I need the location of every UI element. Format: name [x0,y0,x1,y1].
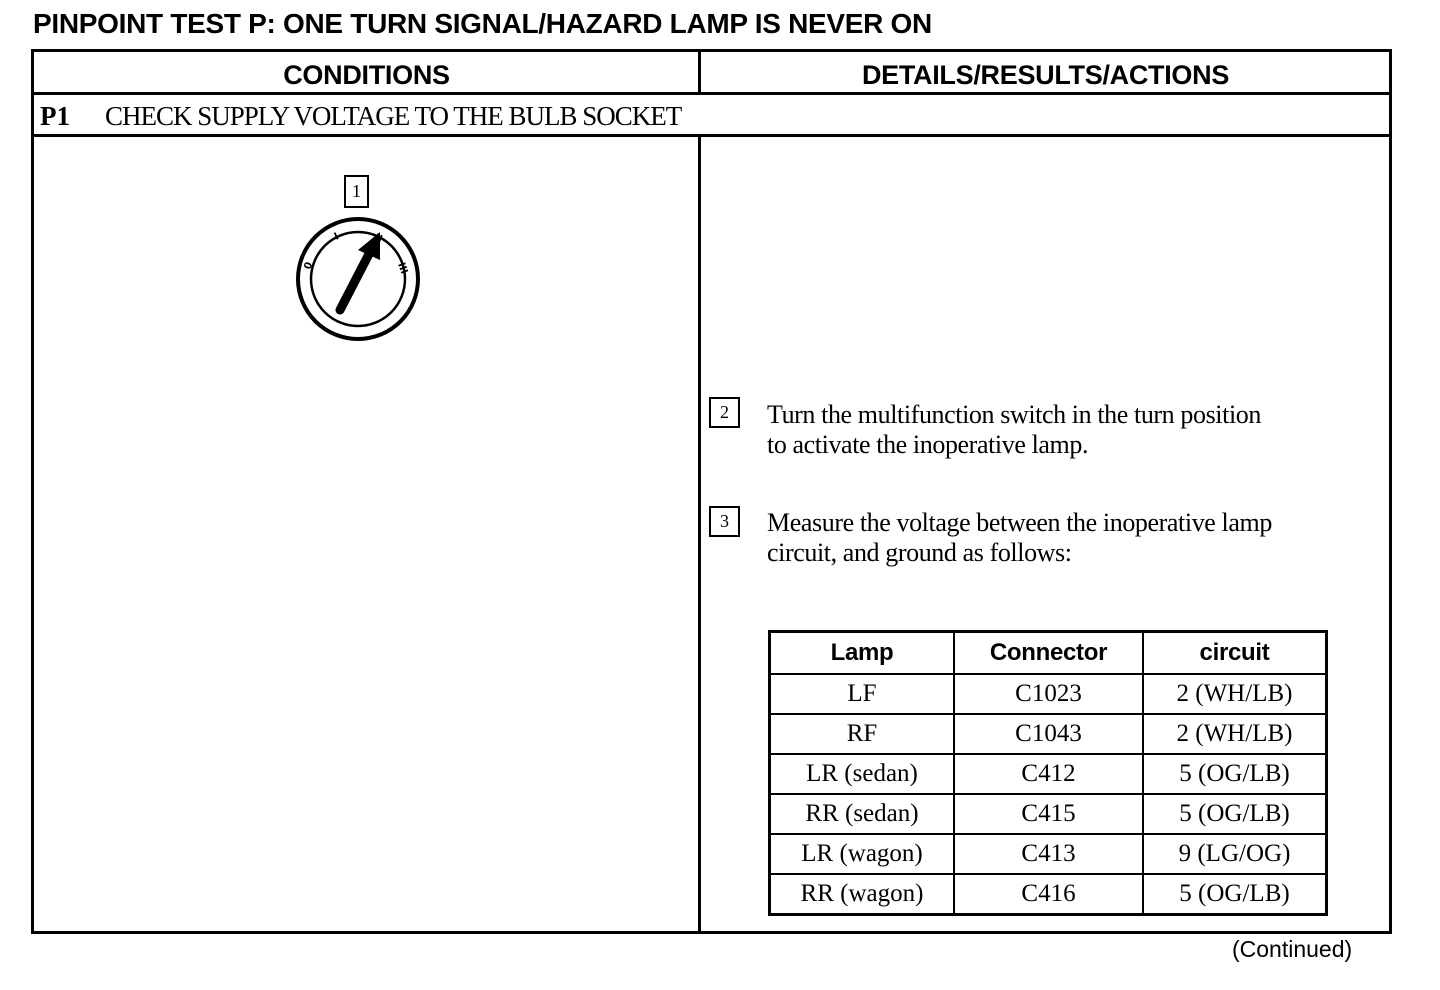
cell-circuit: 5 (OG/LB) [1143,794,1327,834]
instruction-line: Turn the multifunction switch in the turn position [767,400,1261,429]
step-row [34,95,1389,137]
page-title: PINPOINT TEST P: ONE TURN SIGNAL/HAZARD LAMP IS NEVER ON [33,8,932,39]
cell-connector: C416 [954,874,1143,915]
column-divider [698,52,701,95]
callout-1: 1 [344,175,369,208]
cell-connector: C1043 [954,714,1143,754]
position-label-I: I [332,231,341,243]
conditions-header: CONDITIONS [283,60,450,90]
cell-connector: C415 [954,794,1143,834]
cell-circuit: 5 (OG/LB) [1143,754,1327,794]
ignition-key-switch-icon [290,212,430,347]
table-row [770,754,1327,794]
details-header: DETAILS/RESULTS/ACTIONS [861,60,1230,90]
position-label-0: 0 [302,260,316,272]
step-title: CHECK SUPPLY VOLTAGE TO THE BULB SOCKET [105,101,682,131]
cell-lamp: RR (sedan) [770,794,955,834]
cell-lamp: LR (sedan) [770,754,955,794]
cell-connector: C1023 [954,674,1143,714]
instruction-step-3 [767,508,1272,568]
table-header-row [770,632,1327,675]
cell-circuit: 9 (LG/OG) [1143,834,1327,874]
cell-lamp: RF [770,714,955,754]
position-label-III: III [395,261,410,276]
instruction-line: circuit, and ground as follows: [767,538,1072,567]
header-connector: Connector [954,632,1143,675]
header-lamp: Lamp [770,632,955,675]
callout-3: 3 [709,506,740,537]
connector-circuit-table [768,630,1328,916]
table-row [770,874,1327,915]
instruction-line: Measure the voltage between the inoperative lamp [767,508,1272,537]
column-divider [698,137,701,931]
cell-connector: C412 [954,754,1143,794]
cell-lamp: LR (wagon) [770,834,955,874]
instruction-line: to activate the inoperative lamp. [767,430,1089,459]
continued-note: (Continued) [1232,936,1353,962]
table-row [770,714,1327,754]
header-circuit: circuit [1143,632,1327,675]
cell-circuit: 5 (OG/LB) [1143,874,1327,915]
column-header-row [34,52,1389,95]
table-row [770,834,1327,874]
table-row [770,794,1327,834]
callout-2: 2 [709,397,740,428]
cell-circuit: 2 (WH/LB) [1143,714,1327,754]
table-row [770,674,1327,714]
instruction-step-2 [767,400,1261,460]
cell-lamp: RR (wagon) [770,874,955,915]
cell-connector: C413 [954,834,1143,874]
step-id: P1 [40,101,70,131]
cell-circuit: 2 (WH/LB) [1143,674,1327,714]
cell-lamp: LF [770,674,955,714]
